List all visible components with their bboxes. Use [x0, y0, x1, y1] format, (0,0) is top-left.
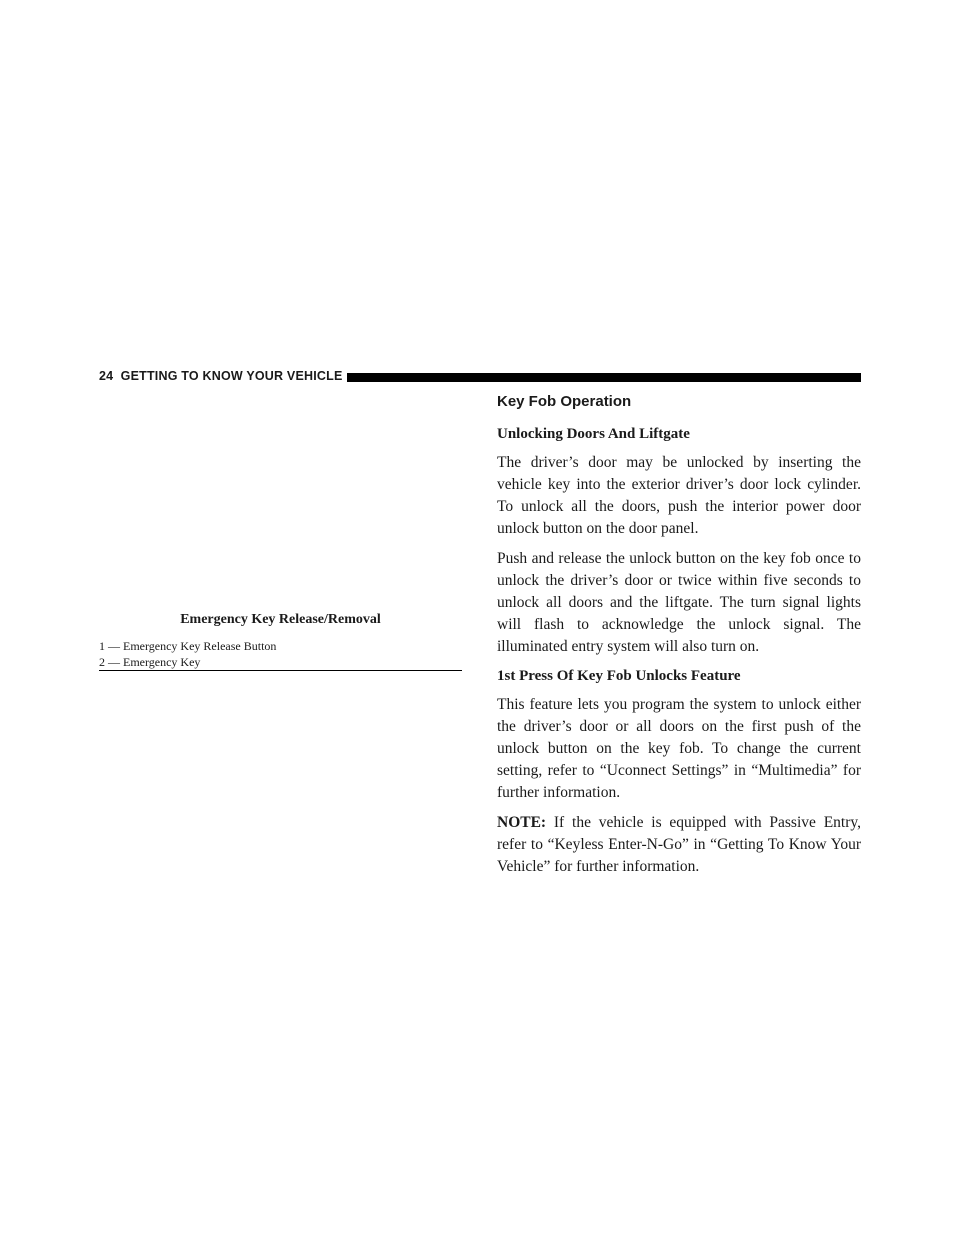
section-title: GETTING TO KNOW YOUR VEHICLE: [120, 369, 343, 383]
paragraph-unlock-key-fob: Push and release the unlock button on the key fob once to unlock the driver’s door or twice within five seconds to unlock all doors and the liftgate. The turn signal lights will flash to acknowledge the unlock signal. The illuminated entry system will also turn on.: [497, 550, 861, 655]
note-text: If the vehicle is equipped with Passive Entry, refer to “Keyless Enter-N-Go” in “Getting To Know Your Vehicle” for further information.: [497, 814, 861, 875]
header-rule-bar: [347, 373, 861, 382]
subsection-heading-unlocking: Unlocking Doors And Liftgate: [497, 426, 690, 442]
page-header: [99, 366, 861, 388]
page-header-text: [99, 369, 343, 383]
paragraph-first-press-feature: This feature lets you program the system to unlock either the driver’s door or all doors on the first push of the unlock button on the key fob. To change the current setting, refer to “Uconnect Settings” in “Multimedia” for further information.: [497, 696, 861, 801]
legend-item-1: 1 — Emergency Key Release Button: [99, 639, 277, 653]
note-paragraph: [497, 812, 861, 878]
section-heading: Key Fob Operation: [497, 393, 632, 410]
figure-caption: Emergency Key Release/Removal: [180, 612, 381, 627]
right-column: [497, 392, 861, 886]
legend-item-2: 2 — Emergency Key: [99, 655, 201, 669]
page-number: 24: [99, 369, 114, 383]
legend-divider: [99, 670, 462, 671]
paragraph-unlock-key-cylinder: The driver’s door may be unlocked by inserting the vehicle key into the exterior driver’s door lock cylinder. To unlock all the doors, push the interior power door unlock button on the door panel.: [497, 454, 861, 537]
subsection-heading-first-press: 1st Press Of Key Fob Unlocks Feature: [497, 668, 741, 684]
note-label: NOTE:: [497, 814, 547, 831]
figure-legend: [99, 638, 462, 670]
